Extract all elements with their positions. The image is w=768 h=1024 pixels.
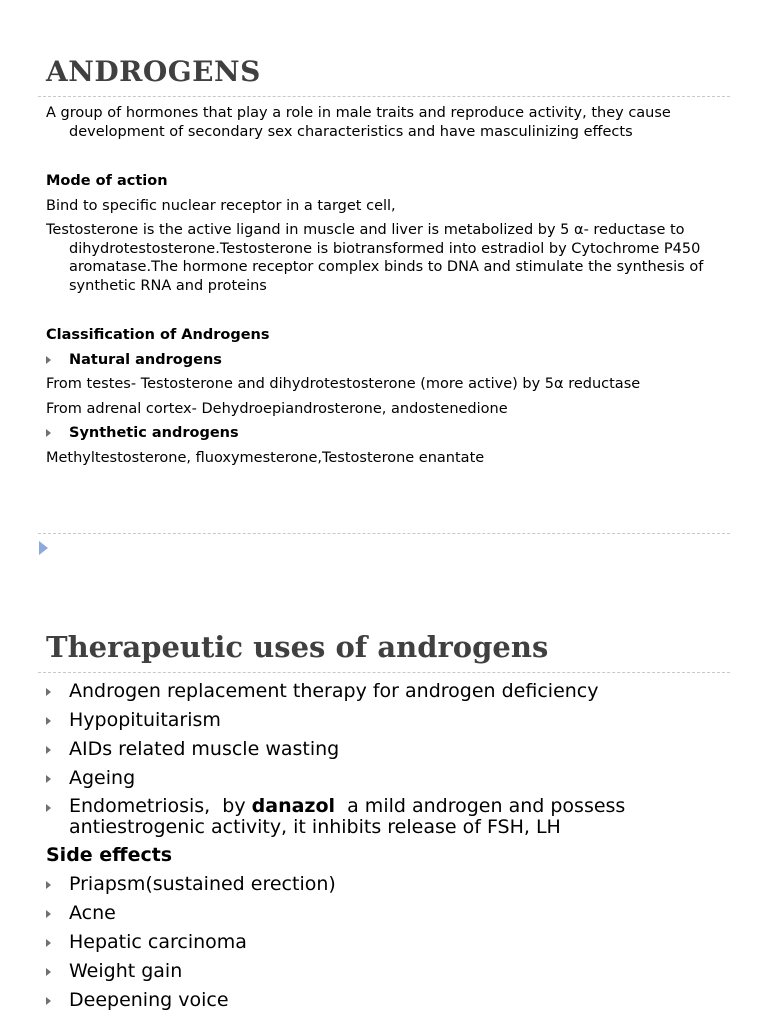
slide1-title-rule <box>38 96 730 97</box>
use-item-text: AIDs related muscle wasting <box>69 738 340 760</box>
side-effect-item <box>46 873 736 896</box>
synthetic-line: Methyltestosterone, fluoxymesterone,Testosterone enantate <box>46 449 485 466</box>
use-item-text: Ageing <box>69 767 136 789</box>
natural-line-1: From testes- Testosterone and dihydrotestosterone (more active) by 5α reductase <box>46 376 641 392</box>
side-effect-text: Acne <box>69 902 116 924</box>
mode-line-2: Testosterone is the active ligand in muscle and liver is metabolized by 5 α- reductase to dihydrotestosterone.Testosterone is biotransformed into estradiol by Cytochrome P450 aromatase.The hormone receptor complex binds to DNA and stimulate the synthesis of synthetic RNA and proteins <box>46 222 704 294</box>
mode-line-1: Bind to specific nuclear receptor in a target cell, <box>46 197 396 214</box>
bullet-arrow-icon <box>46 997 51 1005</box>
side-effect-text: Weight gain <box>69 960 183 982</box>
slide2-body <box>46 680 736 1012</box>
use-item <box>46 738 736 761</box>
bullet-arrow-icon <box>46 968 51 976</box>
bullet-arrow-icon <box>46 688 51 696</box>
bullet-arrow-icon <box>46 746 51 754</box>
natural-line-2: From adrenal cortex- Dehydroepiandrosterone, andostenedione <box>46 400 508 417</box>
side-effect-text: Priapsm(sustained erection) <box>69 873 336 895</box>
classification-heading: Classification of Androgens <box>46 327 270 343</box>
slide2-title: Therapeutic uses of androgens <box>46 630 549 664</box>
bullet-arrow-icon <box>46 881 51 889</box>
side-effect-item <box>46 931 736 954</box>
bullet-arrow-icon <box>46 356 51 364</box>
side-effect-item <box>46 960 736 983</box>
side-effect-text: Deepening voice <box>69 989 229 1011</box>
bullet-arrow-icon <box>46 775 51 783</box>
synthetic-androgens-label: Synthetic androgens <box>69 425 239 441</box>
endometriosis-suffix: a mild androgen and possess antiestrogenic activity, it inhibits release of FSH, LH <box>69 795 632 838</box>
use-item <box>46 680 736 703</box>
side-effect-text: Hepatic carcinoma <box>69 931 247 953</box>
use-item-text: Androgen replacement therapy for androgen deficiency <box>69 680 599 702</box>
slide2-title-rule <box>38 672 730 673</box>
use-item <box>46 709 736 732</box>
side-effects-heading: Side effects <box>46 844 173 866</box>
empty-slide-arrow-icon <box>39 541 48 555</box>
use-item <box>46 767 736 790</box>
danazol-label: danazol <box>251 795 336 817</box>
use-item-endometriosis <box>46 796 736 838</box>
slide1-title: ANDROGENS <box>46 55 261 88</box>
mode-of-action-heading: Mode of action <box>46 173 168 189</box>
synthetic-androgens-item <box>46 424 736 443</box>
bullet-arrow-icon <box>46 939 51 947</box>
bullet-arrow-icon <box>46 429 51 437</box>
side-effect-item <box>46 989 736 1012</box>
bullet-arrow-icon <box>46 910 51 918</box>
slide-divider <box>38 533 730 534</box>
endometriosis-prefix: Endometriosis, by <box>69 795 252 817</box>
intro-text: A group of hormones that play a role in male traits and reproduce activity, they cause development of secondary sex characteristics and have masculinizing effects <box>46 105 671 140</box>
bullet-arrow-icon <box>46 804 51 812</box>
natural-androgens-label: Natural androgens <box>69 351 222 368</box>
use-item-text: Hypopituitarism <box>69 709 221 731</box>
natural-androgens-item <box>46 351 736 370</box>
bullet-arrow-icon <box>46 717 51 725</box>
side-effect-item <box>46 902 736 925</box>
slide1-body <box>46 104 736 467</box>
